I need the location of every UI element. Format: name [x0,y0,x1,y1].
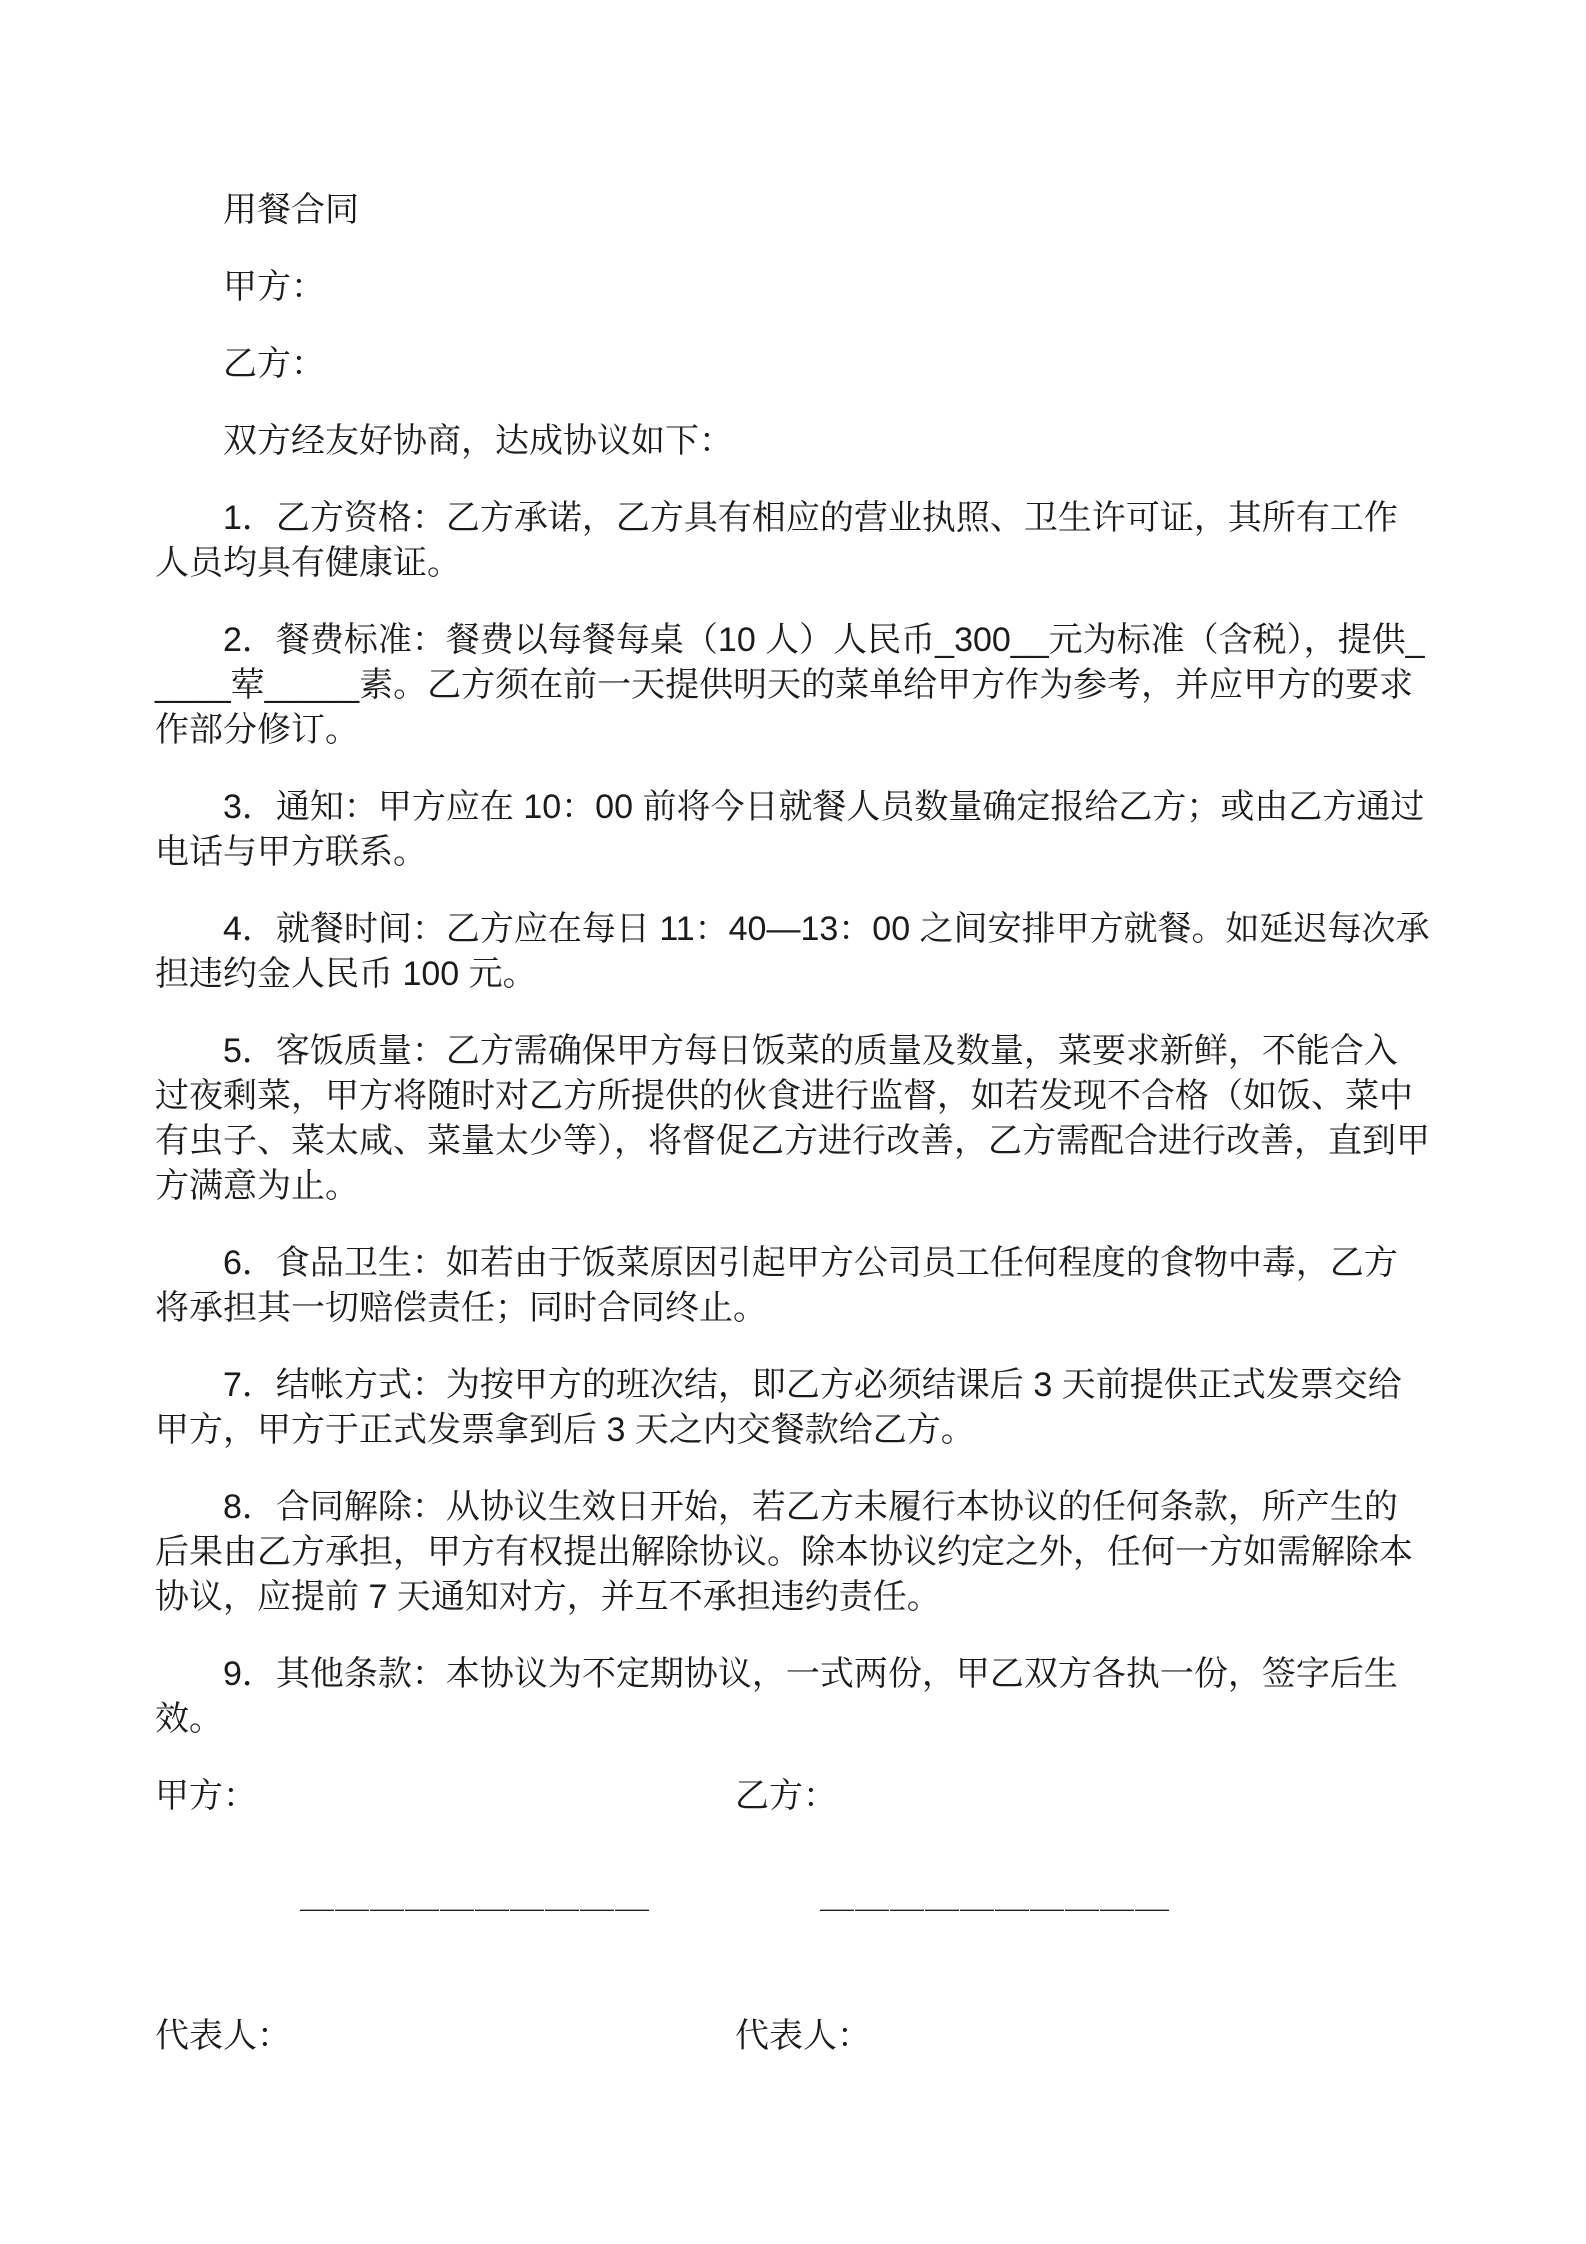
party-b-header-line: 乙方： [223,345,325,383]
clause-1-vendor-qualification: 1．乙方资格：乙方承诺，乙方具有相应的营业执照、卫生许可证，其所有工作人员均具有健康证。 [155,499,1398,582]
clause-3-notification: 3．通知：甲方应在 10：00 前将今日就餐人员数量确定报给乙方；或由乙方通过电话与甲方联系。 [155,788,1425,871]
clause-7-settlement-method: 7．结帐方式：为按甲方的班次结，即乙方必须结课后 3 天前提供正式发票交给甲方，甲方于正式发票拿到后 3 天之内交餐款给乙方。 [155,1366,1402,1449]
signature-party-a-label: 甲方： [155,1777,257,1815]
document-title: 用餐合同 [223,191,359,229]
signature-party-b-line: ＿＿＿＿＿＿＿＿＿＿ [820,1877,1170,1915]
clause-6-food-hygiene: 6．食品卫生：如若由于饭菜原因引起甲方公司员工任何程度的食物中毒，乙方将承担其一切赔偿责任；同时合同终止。 [155,1244,1398,1327]
representative-party-a-label: 代表人： [155,2017,291,2055]
representative-party-b-label: 代表人： [735,2017,871,2055]
clause-9-other-terms: 9．其他条款：本协议为不定期协议，一式两份，甲乙双方各执一份，签字后生效。 [155,1655,1398,1738]
preamble: 双方经友好协商，达成协议如下： [223,422,733,460]
party-a-header-line: 甲方： [223,268,325,306]
representative-labels-row [155,2014,1431,2059]
signature-party-a-line: ＿＿＿＿＿＿＿＿＿＿ [300,1877,650,1915]
clause-2-meal-fee-standard: 2．餐费标准：餐费以每餐每桌（10 人）人民币_300__元为标准（含税），提供_____荤_____素。乙方须在前一天提供明天的菜单给甲方作为参考，并应甲方的要求作部分修订。 [155,621,1425,749]
clause-4-dining-time: 4．就餐时间：乙方应在每日 11：40—13：00 之间安排甲方就餐。如延迟每次承担违约金人民币 100 元。 [155,910,1430,993]
signature-lines-row [155,1874,1431,1919]
signature-party-b-label: 乙方： [735,1777,837,1815]
signature-labels-row [155,1774,1431,1819]
clause-5-meal-quality: 5．客饭质量：乙方需确保甲方每日饭菜的质量及数量，菜要求新鲜，不能合入过夜剩菜，甲方将随时对乙方所提供的伙食进行监督，如若发现不合格（如饭、菜中有虫子、菜太咸、菜量太少等），将督促乙方进行改善，乙方需配合进行改善，直到甲方满意为止。 [155,1032,1430,1205]
clause-8-contract-termination: 8．合同解除：从协议生效日开始，若乙方未履行本协议的任何条款，所产生的后果由乙方承担，甲方有权提出解除协议。除本协议约定之外，任何一方如需解除本协议，应提前 7 天通知对方，并互不承担违约责任。 [155,1488,1413,1616]
